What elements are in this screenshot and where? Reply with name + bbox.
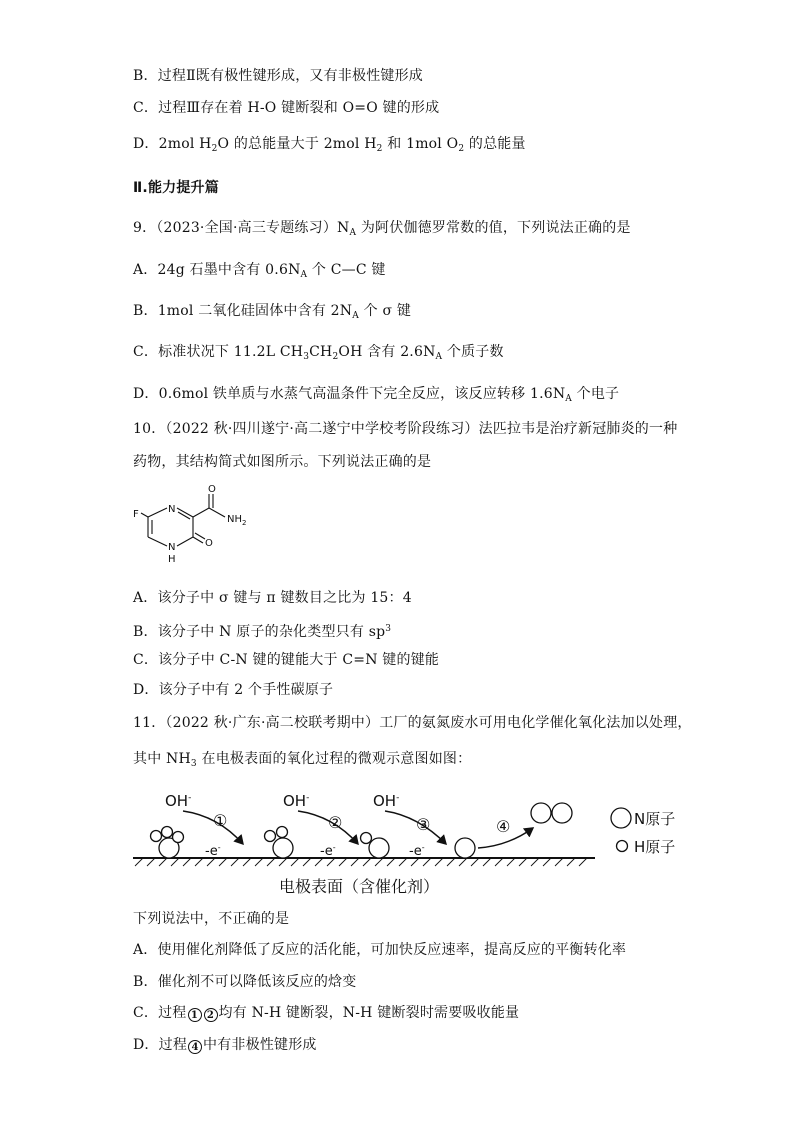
atom-O-ring: O: [205, 538, 213, 549]
q10-option-b: B．该分子中 N 原子的杂化类型只有 $sp^3$: [133, 624, 392, 640]
q10-option-c: C．该分子中 C-N 键的键能大于 C=N 键的键能: [133, 652, 440, 668]
atom-N-top: N: [168, 504, 176, 515]
surface-label: 电极表面（含催化剂）: [279, 877, 440, 896]
q11-option-d: D．过程 4 中有非极性键形成: [133, 1037, 317, 1053]
q10-option-a: A．该分子中 σ 键与 π 键数目之比为 15：4: [133, 590, 412, 606]
q10-stem-line1: 10．（2022 秋·四川遂宁·高二遂宁中学校考阶段练习）法匹拉韦是治疗新冠肺炎的一种: [133, 421, 678, 437]
oh-label-3: OH-: [373, 792, 400, 810]
q10-stem-line2: 药物，其结构简式如图所示。下列说法正确的是: [133, 454, 432, 470]
favipiravir-structure: [133, 482, 263, 572]
legend-h-label: H原子: [634, 838, 676, 856]
q8-option-b: B．过程Ⅱ既有极性键形成，又有非极性键形成: [133, 68, 424, 84]
nh-molecule: [361, 833, 390, 859]
q8-option-d: D．2mol $H_2O$ 的总能量大于 2mol $H_2$ 和 1mol $O_2$ 的总能量: [133, 136, 526, 154]
oh-label-1: OH-: [165, 792, 192, 810]
section-title: Ⅱ.能力提升篇: [133, 180, 219, 196]
q8-option-c: C．过程Ⅲ存在着 H-O 键断裂和 O=O 键的形成: [133, 100, 440, 116]
legend-n-label: N原子: [634, 810, 676, 828]
step-1-label: ①: [213, 811, 228, 830]
atom-N-bottom: N: [168, 542, 176, 553]
step-3-label: ③: [416, 815, 431, 834]
legend-h-circle: [617, 841, 628, 852]
atom-NH2: NH: [227, 514, 242, 525]
nh3-molecule: [151, 827, 184, 859]
q11-option-c: C．过程 1 2 均有 N-H 键断裂，N-H 键断裂时需要吸收能量: [133, 1005, 520, 1021]
q11-stem-line1: 11．（2022 秋·广东·高二校联考期中）工厂的氨氮废水可用电化学催化氧化法加以处理，: [133, 715, 692, 731]
q9-option-a: A．24g 石墨中含有 $0.6N_A$ 个 C—C 键: [133, 262, 386, 280]
electron-label-2: -e-: [320, 843, 336, 859]
step-4-label: ④: [496, 817, 511, 836]
atom-NH2-sub: 2: [242, 519, 247, 527]
electrode-surface: [133, 858, 595, 866]
circled-2: 2: [204, 1008, 218, 1022]
q11-option-b: B．催化剂不可以降低该反应的焓变: [133, 974, 357, 990]
step-2-label: ②: [328, 813, 343, 832]
n2-molecule: [531, 803, 572, 823]
atom-O-carbonyl: O: [208, 484, 216, 495]
atom-F: F: [133, 509, 139, 520]
oh-label-2: OH-: [283, 792, 310, 810]
electron-label-3: -e-: [409, 843, 425, 859]
q11-option-a: A．使用催化剂降低了反应的活化能，可加快反应速率，提高反应的平衡转化率: [133, 942, 627, 958]
q10-option-d: D．该分子中有 2 个手性碳原子: [133, 682, 334, 698]
q11-stem-line2: 其中 $NH_3$ 在电极表面的氧化过程的微观示意图如图：: [133, 751, 472, 769]
q9-stem: 9．（2023·全国·高三专题练习）$N_A$ 为阿伏伽德罗常数的值，下列说法正确的是: [133, 220, 631, 238]
q9-option-c: C．标准状况下 11.2L $CH_3CH_2OH$ 含有 $2.6N_A$ 个质子数: [133, 344, 504, 362]
n-atom: [455, 838, 475, 858]
nh2-molecule: [265, 827, 294, 859]
atom-H: H: [168, 554, 176, 565]
legend-n-circle: [611, 808, 631, 828]
q9-option-b: B．1mol 二氧化硅固体中含有 $2N_A$ 个 σ 键: [133, 303, 412, 321]
q9-option-d: D．0.6mol 铁单质与水蒸气高温条件下完全反应，该反应转移 $1.6N_A$ 个电子: [133, 386, 620, 404]
circled-4: 4: [188, 1040, 202, 1054]
electron-label-1: -e-: [205, 843, 221, 859]
circled-1: 1: [188, 1008, 202, 1022]
electrode-diagram: [133, 786, 713, 901]
q11-question: 下列说法中，不正确的是: [133, 911, 290, 927]
